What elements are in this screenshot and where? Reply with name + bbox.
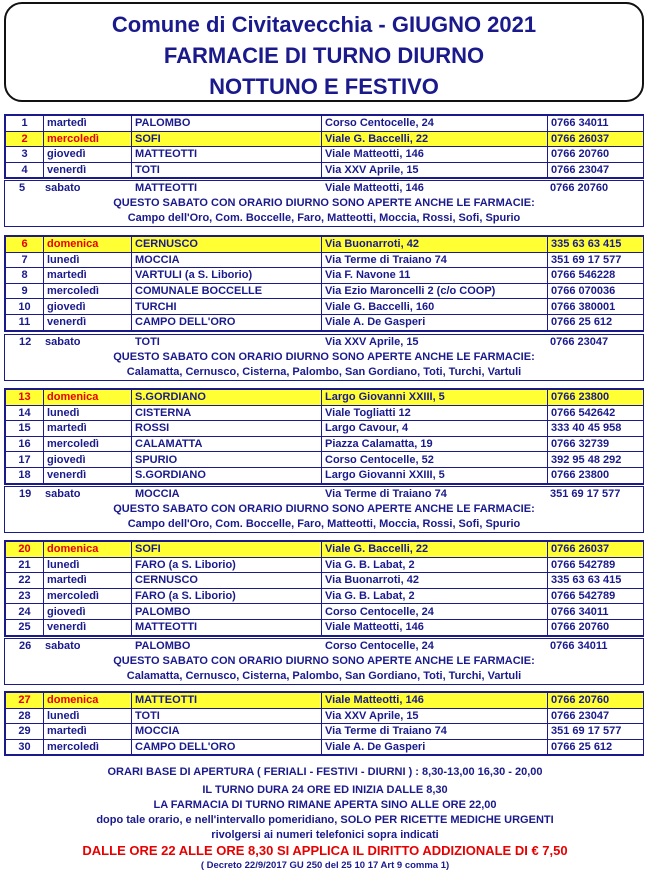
pharmacy-address: Via Buonarroti, 42 [322, 573, 548, 589]
day-number: 6 [6, 237, 44, 253]
pharmacy-name: FARO (a S. Liborio) [132, 588, 322, 604]
pharmacy-name: CERNUSCO [132, 573, 322, 589]
day-number: 12 [19, 336, 32, 348]
weekday: martedì [44, 116, 132, 132]
pharmacy-address: Corso Centocelle, 24 [325, 640, 434, 652]
pharmacy-name: PALOMBO [132, 116, 322, 132]
pharmacy-address: Largo Cavour, 4 [322, 421, 548, 437]
weekday: venerdì [44, 619, 132, 635]
day-number: 30 [6, 739, 44, 755]
page-header [4, 2, 644, 102]
table-row [6, 421, 644, 437]
weekday: sabato [45, 640, 81, 652]
saturday-note: QUESTO SABATO CON ORARIO DIURNO SONO APERTE ANCHE LE FARMACIE: [113, 503, 535, 515]
weekday: venerdì [44, 162, 132, 178]
weekday: mercoledì [44, 739, 132, 755]
table-row [6, 573, 644, 589]
table-row [6, 116, 644, 132]
weekday: lunedì [44, 557, 132, 573]
day-number: 23 [6, 588, 44, 604]
week-table [4, 388, 644, 485]
weekday: giovedì [44, 452, 132, 468]
weekday: giovedì [44, 299, 132, 315]
table-row [6, 739, 644, 755]
pharmacy-address: Corso Centocelle, 52 [322, 452, 548, 468]
footer-surcharge: DALLE ORE 22 ALLE ORE 8,30 SI APPLICA IL DIRITTO ADDIZIONALE DI € 7,50 [82, 843, 568, 858]
table-row [6, 147, 644, 163]
pharmacy-address: Via Terme di Traiano 74 [322, 252, 548, 268]
pharmacy-phone: 351 69 17 577 [548, 252, 644, 268]
footer-line-4: dopo tale orario, e nell'intervallo pomeridiano, SOLO PER RICETTE MEDICHE URGENTI [96, 814, 554, 826]
week-table [4, 114, 644, 179]
pharmacy-phone: 351 69 17 577 [550, 488, 621, 500]
pharmacy-address: Via Ezio Maroncelli 2 (c/o COOP) [322, 283, 548, 299]
weekday: lunedì [44, 405, 132, 421]
pharmacy-name: SPURIO [132, 452, 322, 468]
day-number: 13 [6, 390, 44, 406]
pharmacy-phone: 0766 34011 [548, 604, 644, 620]
pharmacy-name: CERNUSCO [132, 237, 322, 253]
table-row [6, 467, 644, 483]
pharmacy-name: TOTI [135, 336, 160, 348]
pharmacy-name: SOFI [132, 131, 322, 147]
weekday: mercoledì [44, 588, 132, 604]
pharmacy-phone: 0766 34011 [550, 640, 608, 652]
pharmacy-name: CALAMATTA [132, 436, 322, 452]
saturday-pharmacy-list: Calamatta, Cernusco, Cisterna, Palombo, San Gordiano, Toti, Turchi, Vartuli [126, 366, 522, 378]
table-row [6, 708, 644, 724]
pharmacy-phone: 0766 20760 [550, 182, 609, 194]
pharmacy-name: CISTERNA [132, 405, 322, 421]
day-number: 14 [6, 405, 44, 421]
weekday: domenica [44, 237, 132, 253]
week-table [4, 691, 644, 756]
pharmacy-name: MATTEOTTI [135, 182, 198, 194]
pharmacy-phone: 0766 26037 [548, 131, 644, 147]
weekday: mercoledì [44, 283, 132, 299]
pharmacy-phone: 335 63 63 415 [548, 237, 644, 253]
saturday-box [4, 180, 644, 227]
pharmacy-address: Via G. B. Labat, 2 [322, 588, 548, 604]
table-row [6, 557, 644, 573]
header-subtitle: FARMACIE DI TURNO DIURNO [163, 43, 485, 68]
pharmacy-name: VARTULI (a S. Liborio) [132, 268, 322, 284]
pharmacy-phone: 0766 20760 [548, 619, 644, 635]
pharmacy-address: Piazza Calamatta, 19 [322, 436, 548, 452]
day-number: 9 [6, 283, 44, 299]
table-row [6, 693, 644, 709]
pharmacy-address: Via XXV Aprile, 15 [322, 708, 548, 724]
saturday-pharmacy-list: Calamatta, Cernusco, Cisterna, Palombo, San Gordiano, Toti, Turchi, Vartuli [126, 670, 522, 682]
pharmacy-name: PALOMBO [132, 604, 322, 620]
day-number: 27 [6, 693, 44, 709]
footer-line-2: IL TURNO DURA 24 ORE ED INIZIA DALLE 8,30 [202, 784, 448, 796]
table-row [6, 314, 644, 330]
pharmacy-address: Viale A. De Gasperi [322, 739, 548, 755]
saturday-box [4, 638, 644, 685]
footer-line-5: rivolgersi ai numeri telefonici sopra indicati [211, 829, 439, 841]
pharmacy-phone: 0766 32739 [548, 436, 644, 452]
day-number: 8 [6, 268, 44, 284]
day-number: 25 [6, 619, 44, 635]
day-number: 18 [6, 467, 44, 483]
pharmacy-address: Viale Matteotti, 146 [322, 147, 548, 163]
table-row [6, 283, 644, 299]
pharmacy-address: Corso Centocelle, 24 [322, 116, 548, 132]
footer-hours: ORARI BASE DI APERTURA ( FERIALI - FESTIVI - DIURNI ) : 8,30-13,00 16,30 - 20,00 [107, 766, 543, 778]
table-row [6, 436, 644, 452]
pharmacy-phone: 392 95 48 292 [548, 452, 644, 468]
pharmacy-address: Viale A. De Gasperi [322, 314, 548, 330]
pharmacy-phone: 0766 26037 [548, 542, 644, 558]
pharmacy-address: Viale Matteotti, 146 [322, 693, 548, 709]
saturday-box [4, 334, 644, 381]
pharmacy-phone: 0766 380001 [548, 299, 644, 315]
weekday: sabato [45, 182, 81, 194]
pharmacy-name: CAMPO DELL'ORO [132, 314, 322, 330]
pharmacy-name: MATTEOTTI [132, 147, 322, 163]
weekday: giovedì [44, 147, 132, 163]
weekday: sabato [45, 488, 81, 500]
weekday: martedì [44, 268, 132, 284]
table-row [6, 542, 644, 558]
day-number: 26 [19, 640, 32, 652]
pharmacy-phone: 0766 542789 [548, 588, 644, 604]
saturday-pharmacy-list: Campo dell'Oro, Com. Boccelle, Faro, Matteotti, Moccia, Rossi, Sofi, Spurio [127, 518, 521, 530]
weekday: domenica [44, 390, 132, 406]
footer-line-3: LA FARMACIA DI TURNO RIMANE APERTA SINO ALLE ORE 22,00 [153, 799, 497, 811]
weekday: lunedì [44, 252, 132, 268]
day-number: 28 [6, 708, 44, 724]
header-title: Comune di Civitavecchia - GIUGNO 2021 [111, 12, 537, 37]
day-number: 29 [6, 724, 44, 740]
table-row [6, 604, 644, 620]
weekday: giovedì [44, 604, 132, 620]
pharmacy-phone: 0766 20760 [548, 147, 644, 163]
day-number: 15 [6, 421, 44, 437]
saturday-pharmacy-list: Campo dell'Oro, Com. Boccelle, Faro, Matteotti, Moccia, Rossi, Sofi, Spurio [127, 212, 521, 224]
pharmacy-phone: 0766 23047 [548, 708, 644, 724]
weekday: domenica [44, 693, 132, 709]
pharmacy-address: Via Buonarroti, 42 [322, 237, 548, 253]
table-row [6, 252, 644, 268]
day-number: 1 [6, 116, 44, 132]
weekday: martedì [44, 724, 132, 740]
pharmacy-name: S.GORDIANO [132, 467, 322, 483]
weekday: venerdì [44, 467, 132, 483]
day-number: 21 [6, 557, 44, 573]
day-number: 5 [19, 182, 26, 194]
table-row [6, 619, 644, 635]
table-row [6, 724, 644, 740]
pharmacy-name: MOCCIA [132, 252, 322, 268]
pharmacy-name: CAMPO DELL'ORO [132, 739, 322, 755]
week-table [4, 235, 644, 332]
day-number: 22 [6, 573, 44, 589]
pharmacy-address: Viale Togliatti 12 [322, 405, 548, 421]
table-row [6, 237, 644, 253]
pharmacy-phone: 0766 25 612 [548, 314, 644, 330]
day-number: 20 [6, 542, 44, 558]
pharmacy-phone: 0766 542789 [548, 557, 644, 573]
weekday: mercoledì [44, 131, 132, 147]
pharmacy-phone: 0766 34011 [548, 116, 644, 132]
pharmacy-name: S.GORDIANO [132, 390, 322, 406]
pharmacy-address: Via Terme di Traiano 74 [325, 488, 447, 500]
table-row [6, 405, 644, 421]
pharmacy-address: Corso Centocelle, 24 [322, 604, 548, 620]
table-row [6, 162, 644, 178]
pharmacy-phone: 0766 23800 [548, 390, 644, 406]
pharmacy-name: TOTI [132, 162, 322, 178]
saturday-note: QUESTO SABATO CON ORARIO DIURNO SONO APERTE ANCHE LE FARMACIE: [113, 197, 535, 209]
pharmacy-phone: 0766 23047 [550, 336, 609, 348]
table-row [6, 452, 644, 468]
weekday: sabato [45, 336, 81, 348]
day-number: 2 [6, 131, 44, 147]
pharmacy-name: MATTEOTTI [132, 619, 322, 635]
pharmacy-name: TOTI [132, 708, 322, 724]
table-row [6, 299, 644, 315]
day-number: 19 [19, 488, 32, 500]
day-number: 4 [6, 162, 44, 178]
weekday: mercoledì [44, 436, 132, 452]
pharmacy-phone: 0766 23800 [548, 467, 644, 483]
weekday: domenica [44, 542, 132, 558]
pharmacy-address: Via XXV Aprile, 15 [325, 336, 419, 348]
table-row [6, 390, 644, 406]
pharmacy-address: Viale G. Baccelli, 22 [322, 131, 548, 147]
pharmacy-phone: 335 63 63 415 [548, 573, 644, 589]
pharmacy-name: TURCHI [132, 299, 322, 315]
weekday: martedì [44, 573, 132, 589]
table-row [6, 131, 644, 147]
pharmacy-phone: 333 40 45 958 [548, 421, 644, 437]
pharmacy-phone: 0766 20760 [548, 693, 644, 709]
pharmacy-phone: 0766 542642 [548, 405, 644, 421]
pharmacy-name: FARO (a S. Liborio) [132, 557, 322, 573]
pharmacy-address: Via Terme di Traiano 74 [322, 724, 548, 740]
day-number: 16 [6, 436, 44, 452]
day-number: 17 [6, 452, 44, 468]
pharmacy-address: Via G. B. Labat, 2 [322, 557, 548, 573]
pharmacy-phone: 0766 546228 [548, 268, 644, 284]
pharmacy-address: Viale G. Baccelli, 22 [322, 542, 548, 558]
header-subtitle-2: NOTTUNO E FESTIVO [209, 74, 439, 99]
day-number: 10 [6, 299, 44, 315]
weekday: martedì [44, 421, 132, 437]
table-row [6, 588, 644, 604]
pharmacy-name: MOCCIA [135, 488, 180, 500]
pharmacy-address: Largo Giovanni XXIII, 5 [322, 467, 548, 483]
pharmacy-name: SOFI [132, 542, 322, 558]
pharmacy-name: PALOMBO [135, 640, 191, 652]
pharmacy-phone: 0766 23047 [548, 162, 644, 178]
pharmacy-name: MATTEOTTI [132, 693, 322, 709]
day-number: 3 [6, 147, 44, 163]
pharmacy-address: Via F. Navone 11 [322, 268, 548, 284]
pharmacy-address: Via XXV Aprile, 15 [322, 162, 548, 178]
day-number: 7 [6, 252, 44, 268]
saturday-box [4, 486, 644, 533]
weekday: venerdì [44, 314, 132, 330]
footer-decree: ( Decreto 22/9/2017 GU 250 del 25 10 17 Art 9 comma 1) [200, 860, 450, 871]
pharmacy-address: Largo Giovanni XXIII, 5 [322, 390, 548, 406]
pharmacy-address: Viale Matteotti, 146 [322, 619, 548, 635]
pharmacy-name: ROSSI [132, 421, 322, 437]
pharmacy-phone: 0766 070036 [548, 283, 644, 299]
saturday-note: QUESTO SABATO CON ORARIO DIURNO SONO APERTE ANCHE LE FARMACIE: [113, 655, 535, 667]
day-number: 24 [6, 604, 44, 620]
pharmacy-name: MOCCIA [132, 724, 322, 740]
saturday-note: QUESTO SABATO CON ORARIO DIURNO SONO APERTE ANCHE LE FARMACIE: [113, 351, 535, 363]
pharmacy-address: Viale Matteotti, 146 [325, 182, 424, 194]
weekday: lunedì [44, 708, 132, 724]
day-number: 11 [6, 314, 44, 330]
pharmacy-name: COMUNALE BOCCELLE [132, 283, 322, 299]
pharmacy-phone: 0766 25 612 [548, 739, 644, 755]
table-row [6, 268, 644, 284]
pharmacy-phone: 351 69 17 577 [548, 724, 644, 740]
pharmacy-address: Viale G. Baccelli, 160 [322, 299, 548, 315]
week-table [4, 540, 644, 637]
